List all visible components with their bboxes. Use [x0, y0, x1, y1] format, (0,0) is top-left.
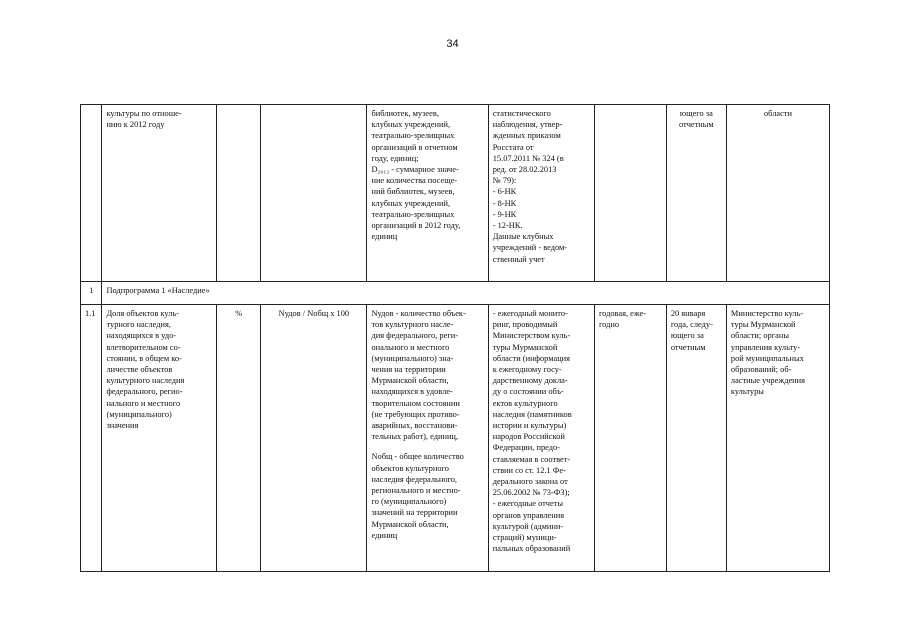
cell-definition — [367, 305, 488, 572]
cell-formula: Nудов / Nобщ х 100 — [261, 305, 367, 572]
cell-definition: библиотек, музеев, клубных учреждений, театрально-зрелищных организаций в отчетном году, единиц; D₂₀₁₂ - суммарное значе- ние количества посеще- ний библиотек, музеев, клубных учреждений, театрально-зрелищных организаций в 2012 году, единиц — [367, 105, 488, 282]
cell-subprogram-title: Подпрограмма 1 «Наследие» — [102, 282, 830, 305]
cell-responsible: области — [726, 105, 829, 282]
cell-periodicity: годовая, еже- годно — [594, 305, 666, 572]
cell-time: ющего за отчетным — [666, 105, 726, 282]
page-number: 34 — [446, 38, 459, 50]
table-row-subprogram — [81, 282, 830, 305]
cell-unit: % — [217, 305, 261, 572]
indicators-table — [80, 104, 830, 572]
table-row-continued — [81, 105, 830, 282]
definition-denominator: Nобщ - общее количество объектов культурного наследия федерального, регионального и местно- го (муниципального) значений на территории Мурманской области, единиц — [371, 452, 464, 540]
cell-indicator-name: культуры по отноше- нию к 2012 году — [102, 105, 217, 282]
cell-num — [81, 105, 102, 282]
definition-numerator: Nудов - количество объек- тов культурного насле- дия федерального, реги- онального и местного (муниципального) зна- чения на территории Мурманской области, находящихся в удовле- творительном состоянии (не требующих противо- аварийных, восстанови- тельных работ), единиц, — [371, 309, 466, 442]
cell-subprogram-num: 1 — [81, 282, 102, 305]
cell-source: - ежегодный монито- ринг, проводимый Министерством куль- туры Мурманской области (информация к ежегодному госу- дарственному докла- ду о состоянии объ- ектов культурного наследия (памятников истории и культуры) народов Российской Федерации, предо- ставляемая в соответ- ствии со ст. 12.1 Фе- дерального закона от 25.06.2002 № 73-ФЗ); - ежегодные отчеты органов управления культурой (админи- страций) муници- пальных образований — [488, 305, 594, 572]
cell-indicator-num: 1.1 — [81, 305, 102, 572]
cell-indicator-name: Доля объектов куль- турного наследия, находящихся в удо- влетворительном со- стоянии, в общем ко- личестве объектов культурного наследия федерального, регио- нального и местного (муниципального) значения — [102, 305, 217, 572]
cell-source: статистического наблюдения, утвер- жденных приказом Росстата от 15.07.2011 № 324 (в ред. от 28.02.2013 № 79): - 6-НК - 8-НК - 9-НК - 12-НК. Данные клубных учреждений - ведом- ственный учет — [488, 105, 594, 282]
cell-responsible: Министерство куль- туры Мурманской области; органы управления культу- рой муниципальных образований; об- ластные учреждения культуры — [726, 305, 829, 572]
cell-unit — [217, 105, 261, 282]
table-row-indicator — [81, 305, 830, 572]
cell-time: 20 января года, следу- ющего за отчетным — [666, 305, 726, 572]
cell-formula — [261, 105, 367, 282]
cell-periodicity — [594, 105, 666, 282]
